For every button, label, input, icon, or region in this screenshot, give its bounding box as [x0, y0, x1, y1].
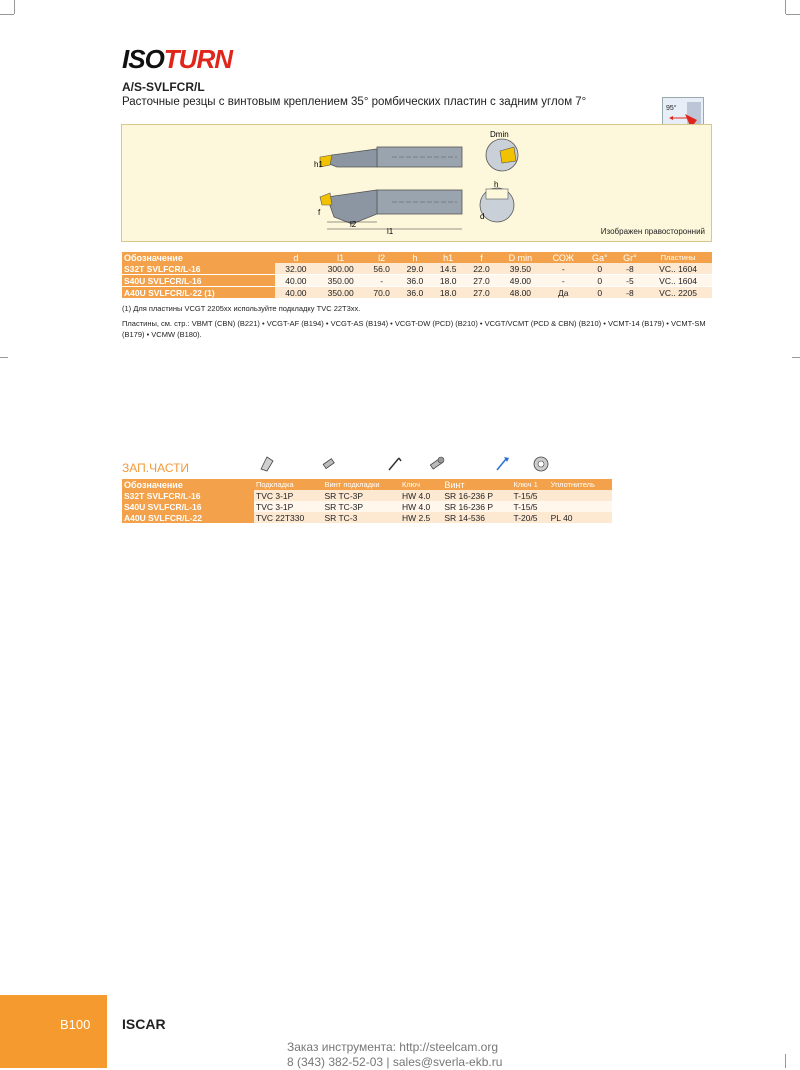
page-number-block — [0, 995, 107, 1068]
cell: A40U SVLFCR/L-22 (1) — [122, 287, 275, 299]
crop-mark — [785, 1054, 786, 1068]
cell: SR 16-236 P — [442, 490, 511, 501]
cell: 300.00 — [316, 263, 365, 275]
cell: 56.0 — [365, 263, 398, 275]
crop-mark — [785, 0, 786, 14]
cell: 350.00 — [316, 287, 365, 299]
cell: S40U SVLFCR/L-16 — [122, 275, 275, 287]
cell: -8 — [616, 263, 645, 275]
header-key: Ключ — [400, 479, 442, 490]
header-gr: Gr° — [616, 252, 645, 263]
header-dmin: D min — [498, 252, 543, 263]
screw-icon — [428, 455, 446, 473]
cell: 40.00 — [275, 275, 316, 287]
cell: 350.00 — [316, 275, 365, 287]
table-row — [122, 287, 712, 299]
torx-key-icon — [493, 455, 511, 473]
drawing-caption: Изображен правосторонний — [600, 227, 705, 236]
cell: 36.0 — [398, 275, 431, 287]
header-designation: Обозначение — [122, 252, 275, 263]
cell: 0 — [584, 263, 616, 275]
cell: 32.00 — [275, 263, 316, 275]
cell: 0 — [584, 275, 616, 287]
cell: S32T SVLFCR/L-16 — [122, 263, 275, 275]
cell: 18.0 — [432, 287, 465, 299]
isoturn-logo: ISOTURN — [122, 44, 233, 74]
cell: S40U SVLFCR/L-16 — [122, 501, 254, 512]
crop-mark — [0, 357, 8, 358]
cell: PL 40 — [549, 512, 612, 523]
cell: 18.0 — [432, 275, 465, 287]
svg-text:h: h — [494, 180, 499, 189]
crop-mark — [792, 357, 800, 358]
inserts-reference-note: Пластины, см. стр.: VBMT (CBN) (B221) • VCGT-AF (B194) • VCGT-AS (B194) • VCGT-DW (PCD) (B210) • VCGT/VCMT (PCD & CBN) (B210) • VCMT-14 (B179) • VCMT-SM (B179) • VCMW (B180). — [122, 319, 706, 339]
footnote: (1) Для пластины VCGT 2205xx используйте подкладку TVC 22T3xx. — [122, 304, 361, 313]
header-seal: Уплотнитель — [549, 479, 612, 490]
header-coolant: СОЖ — [543, 252, 584, 263]
cell: T-15/5 — [511, 501, 548, 512]
brand-name: ISCAR — [122, 1016, 166, 1032]
svg-text:f: f — [318, 208, 321, 217]
header-h1: h1 — [432, 252, 465, 263]
cell: 40.00 — [275, 287, 316, 299]
cell: 39.50 — [498, 263, 543, 275]
cell: SR 16-236 P — [442, 501, 511, 512]
cell: 49.00 — [498, 275, 543, 287]
hex-key-icon — [385, 455, 403, 473]
cell: - — [365, 275, 398, 287]
cell: HW 2.5 — [400, 512, 442, 523]
tool-drawing — [122, 125, 711, 241]
cell: Да — [543, 287, 584, 299]
crop-mark — [786, 14, 800, 15]
header-inserts: Пластины — [644, 252, 712, 263]
cell: 29.0 — [398, 263, 431, 275]
page-subtitle: Расточные резцы с винтовым креплением 35° ромбических пластин с задним углом 7° — [122, 96, 587, 108]
header-shim: Подкладка — [254, 479, 322, 490]
cell: VC.. 1604 — [644, 275, 712, 287]
cell: - — [543, 263, 584, 275]
svg-text:h1: h1 — [314, 160, 323, 169]
cell: SR 14-536 — [442, 512, 511, 523]
cell: -8 — [616, 287, 645, 299]
cell: A40U SVLFCR/L-22 — [122, 512, 254, 523]
cell: S32T SVLFCR/L-16 — [122, 490, 254, 501]
shim-icon — [258, 455, 276, 473]
header-h: h — [398, 252, 431, 263]
cell: 70.0 — [365, 287, 398, 299]
cell: T-20/5 — [511, 512, 548, 523]
cell: T-15/5 — [511, 490, 548, 501]
cell — [549, 490, 612, 501]
cell: 22.0 — [465, 263, 498, 275]
header-l2: l2 — [365, 252, 398, 263]
cell: 36.0 — [398, 287, 431, 299]
table-row — [122, 490, 612, 501]
crop-mark — [14, 0, 15, 14]
cell: HW 4.0 — [400, 501, 442, 512]
cell: VC.. 1604 — [644, 263, 712, 275]
seal-ring-icon — [532, 455, 550, 473]
page-number: B100 — [60, 1017, 91, 1032]
cell: - — [543, 275, 584, 287]
header-shim-screw: Винт подкладки — [322, 479, 399, 490]
specs-table — [122, 252, 712, 299]
cell — [549, 501, 612, 512]
cell: SR TC-3P — [322, 501, 399, 512]
footer-order-link[interactable]: Заказ инструмента: http://steelcam.org — [287, 1040, 499, 1054]
cell: TVC 3-1P — [254, 501, 322, 512]
svg-text:l2: l2 — [350, 220, 357, 229]
svg-text:Dmin: Dmin — [490, 130, 509, 139]
cell: 27.0 — [465, 287, 498, 299]
table-row — [122, 275, 712, 287]
header-ga: Ga° — [584, 252, 616, 263]
footer-contacts — [287, 1040, 502, 1070]
svg-text:95°: 95° — [666, 105, 677, 112]
table-row — [122, 501, 612, 512]
shim-screw-icon — [320, 455, 338, 473]
cell: 14.5 — [432, 263, 465, 275]
cell: SR TC-3 — [322, 512, 399, 523]
header-key1: Ключ 1 — [511, 479, 548, 490]
cell: VC.. 2205 — [644, 287, 712, 299]
svg-text:l1: l1 — [387, 227, 394, 236]
table-row — [122, 512, 612, 523]
cell: 0 — [584, 287, 616, 299]
cell: TVC 3-1P — [254, 490, 322, 501]
table-row — [122, 263, 712, 275]
crop-mark — [0, 14, 14, 15]
cell: TVC 22T330 — [254, 512, 322, 523]
tool-drawing-box — [121, 124, 712, 242]
header-screw: Винт — [442, 479, 511, 490]
svg-text:d: d — [480, 212, 485, 221]
cell: 27.0 — [465, 275, 498, 287]
cell: 48.00 — [498, 287, 543, 299]
cell: -5 — [616, 275, 645, 287]
spare-parts-title: ЗАП.ЧАСТИ — [122, 461, 190, 475]
header-d: d — [275, 252, 316, 263]
footer-phone-email[interactable]: 8 (343) 382-52-03 | sales@sverla-ekb.ru — [287, 1055, 503, 1069]
header-f: f — [465, 252, 498, 263]
header-designation: Обозначение — [122, 479, 254, 490]
cell: HW 4.0 — [400, 490, 442, 501]
cell: SR TC-3P — [322, 490, 399, 501]
page-title: A/S-SVLFCR/L — [122, 80, 205, 94]
spare-parts-table — [122, 479, 612, 523]
header-l1: l1 — [316, 252, 365, 263]
